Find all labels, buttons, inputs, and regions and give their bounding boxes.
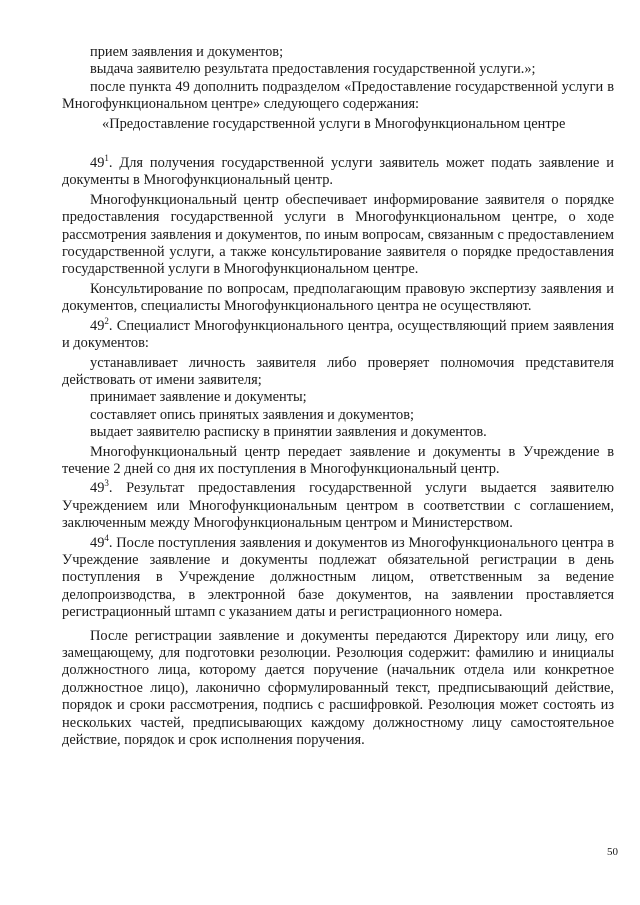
paragraph-49-2 [62,315,614,353]
list-item: устанавливает личность заявителя либо проверяет полномочия представителя действовать от имени заявителя; [62,354,614,388]
paragraph-text: . После поступления заявления и документов из Многофункционального центра в Учреждение заявление и документы подлежат обязательной регистрации в день поступления в Учреждение должностным лицом, ответственным за ведение делопроизводства, в электронной базе документов, на заявлении проставляется регистрационный штамп с указанием даты и регистрационного номера. [62,534,614,621]
paragraph-text: . Специалист Многофункционального центра, осуществляющий прием заявления и документов: [62,317,614,352]
paragraph-49-2-b: Многофункциональный центр передает заявление и документы в Учреждение в течение 2 дней со дня их поступления в Многофункциональный центр. [62,443,614,477]
text-line-3: после пункта 49 дополнить подразделом «Предоставление государственной услуги в Многофункциональном центре» следующего содержания: [62,78,614,113]
list-item: составляет опись принятых заявления и документов; [90,406,415,423]
paragraph-number-sup: 1 [104,153,109,164]
list-item: принимает заявление и документы; [90,389,307,406]
paragraph-resolution: После регистрации заявление и документы передаются Директору или лицу, его замещающему, для подготовки резолюции. Резолюция содержит: фамилию и инициалы должностного лица, которому дается поручение (начальник отдела или конкретное должностное лицо), лаконично сформулированный текст, предписывающий действие, порядок и сроки рассмотрения, подпись с расшифровкой. Резолюция может состоять из нескольких частей, предписывающих каждому должностному лицу самостоятельное действие, порядок и срок исполнения поручения. [62,627,614,749]
paragraph-number: 49 [90,317,105,334]
paragraph-49-3 [62,480,614,532]
paragraph-number: 49 [90,480,105,497]
text-line-2: выдача заявителю результата предоставления государственной услуги.»; [90,61,536,78]
paragraph-49-1-c: Консультирование по вопросам, предполагающим правовую экспертизу заявления и документов, специалисты Многофункционального центра не осуществляют. [62,280,614,315]
paragraph-49-4 [62,532,614,622]
paragraph-49-1-b: Многофункциональный центр обеспечивает информирование заявителя о порядке предоставления государственной услуги в Многофункциональном центре, о ходе рассмотрения заявления и документов, по иным вопросам, связанным с предоставлением государственной услуги, а также консультирование заявителя о порядке предоставления государственной услуги в Многофункциональном центре. [62,191,614,278]
list-item: выдает заявителю расписку в принятии заявления и документов. [90,424,487,441]
page-number: 50 [607,846,618,858]
paragraph-number-sup: 2 [104,315,109,326]
paragraph-49-1 [62,155,614,190]
paragraph-text: . Результат предоставления государственной услуги выдается заявителю Учреждением или Многофункциональным центром в соответствии с соглашением, заключенным между Многофункциональным центром и Министерством. [62,480,614,532]
paragraph-number: 49 [90,155,105,172]
paragraph-number-sup: 3 [104,478,109,489]
text-line-1: прием заявления и документов; [90,44,284,60]
subsection-heading: «Предоставление государственной услуги в Многофункциональном центре [102,115,566,132]
document-body [62,44,614,749]
paragraph-text: . Для получения государственной услуги заявитель может подать заявление и документы в Многофункциональный центр. [62,155,614,189]
paragraph-number: 49 [90,534,105,551]
paragraph-number-sup: 4 [104,532,109,543]
